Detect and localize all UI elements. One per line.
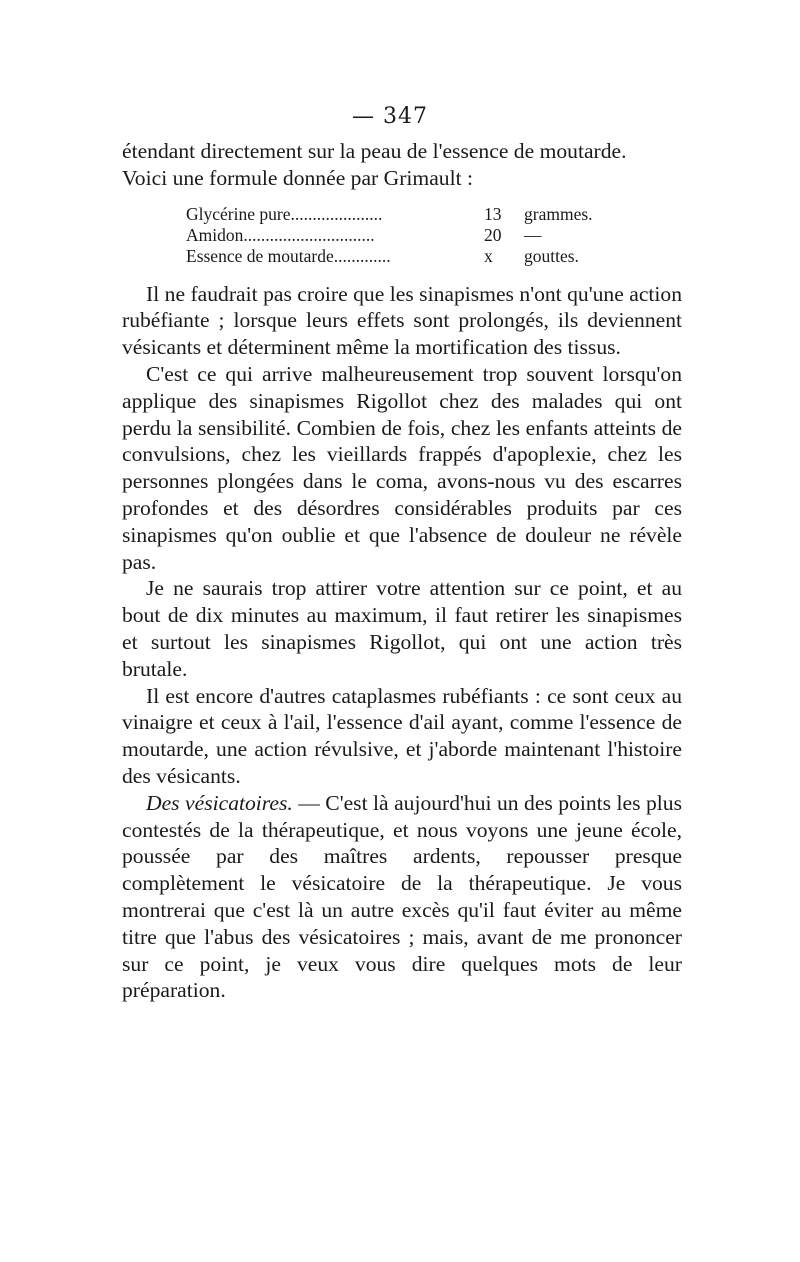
ingredient-unit: grammes. bbox=[524, 203, 593, 224]
paragraph-5-text: — C'est là aujourd'hui un des points les plus contestés de la thérapeutique, et nous voyons une jeune école, poussée par des maîtres ardents, repousser presque complètement le vésicatoire de la thérapeutique. Je vous montrerai que c'est là un autre excès qu'il faut éviter au même titre que l'abus des vésicatoires ; mais, avant de me prononcer sur ce point, je veux vous dire quelques mots de leur préparation. bbox=[122, 790, 682, 1003]
paragraph-1: Il ne faudrait pas croire que les sinapismes n'ont qu'une action rubéfiante ; lorsque leurs effets sont prolongés, ils deviennent vésicants et déterminent même la mortification des tissus. bbox=[122, 281, 682, 360]
ingredient-name: Essence de moutarde............. bbox=[186, 245, 391, 266]
intro-line-2: Voici une formule donnée par Grimault : bbox=[122, 165, 474, 190]
ingredient-name: Amidon.............................. bbox=[186, 224, 375, 245]
paragraph-3: Je ne saurais trop attirer votre attention sur ce point, et au bout de dix minutes au maximum, il faut retirer les sinapismes et surtout les sinapismes Rigollot, qui ont une action très brutale. bbox=[122, 576, 682, 681]
formula-row bbox=[186, 204, 682, 225]
intro-line-1: étendant directement sur la peau de l'essence de moutarde. bbox=[122, 139, 627, 163]
paragraph-4: Il est encore d'autres cataplasmes rubéfiants : ce sont ceux au vinaigre et ceux à l'ail, l'essence d'ail ayant, comme l'essence de moutarde, une action révulsive, et j'aborde maintenant l'histoire des vésicants. bbox=[122, 683, 682, 788]
paragraph-2: C'est ce qui arrive malheureusement trop souvent lorsqu'on applique des sinapismes Rigollot chez des malades qui ont perdu la sensibilité. Combien de fois, chez les enfants atteints de convulsions, chez les vieillards frappés d'apoplexie, chez les personnes plongées dans le coma, avons-nous vu des escarres profondes et des désordres considérables produits par ces sinapismes qu'on oublie et que l'absence de douleur ne révèle pas. bbox=[122, 361, 682, 574]
paragraph-5 bbox=[122, 790, 682, 1004]
ingredient-quantity: 20 bbox=[484, 224, 502, 245]
formula-row bbox=[186, 246, 682, 267]
ingredient-unit: gouttes. bbox=[524, 245, 579, 266]
ingredient-name: Glycérine pure..................... bbox=[186, 203, 383, 224]
formula-table bbox=[186, 204, 682, 267]
section-heading: Des vésicatoires. bbox=[146, 790, 293, 815]
ingredient-quantity: 13 bbox=[484, 203, 502, 224]
ingredient-quantity: x bbox=[484, 245, 493, 266]
formula-row bbox=[186, 225, 682, 246]
page-number: — 347 bbox=[352, 104, 428, 129]
body-text bbox=[122, 138, 682, 1004]
ingredient-unit: — bbox=[524, 224, 542, 245]
